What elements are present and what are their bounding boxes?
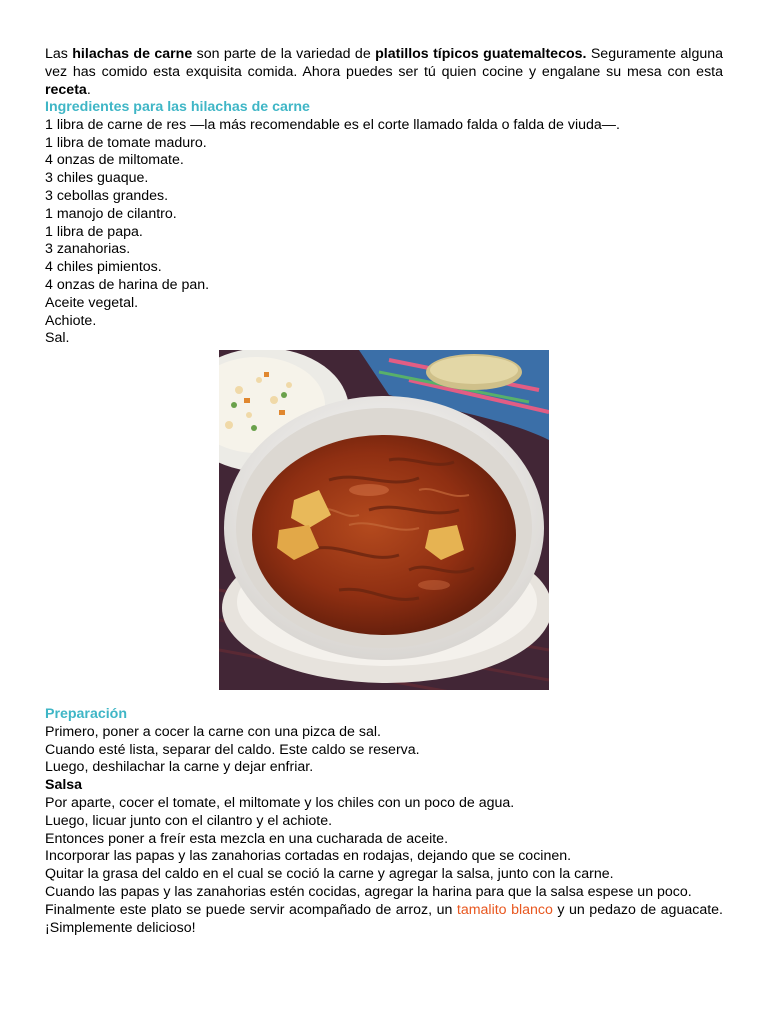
final-text-2: y un pedazo de aguacate. ¡Simplemente delicioso! — [45, 901, 723, 936]
intro-bold-platillos: platillos típicos guatemaltecos. — [375, 46, 587, 62]
ingredient-item: 1 manojo de cilantro. — [45, 205, 177, 222]
intro-text-1: Las — [45, 46, 73, 62]
intro-text-2: son parte de la variedad de — [192, 46, 376, 62]
ingredient-item: 3 zanahorias. — [45, 241, 131, 258]
final-paragraph — [45, 902, 723, 938]
preparation-heading: Preparación — [45, 706, 128, 722]
salsa-step: Quitar la grasa del caldo en el cual se coció la carne y agregar la salsa, junto con la carne. — [45, 866, 614, 883]
ingredient-item: 3 chiles guaque. — [45, 170, 149, 187]
ingredients-heading: Ingredientes para las hilachas de carne — [45, 99, 310, 115]
salsa-step: Por aparte, cocer el tomate, el miltomate y los chiles con un poco de agua. — [45, 794, 515, 811]
ingredient-item: 3 cebollas grandes. — [45, 187, 169, 204]
ingredient-item: 1 libra de papa. — [45, 223, 143, 240]
preparation-step: Cuando esté lista, separar del caldo. Este caldo se reserva. — [45, 741, 420, 758]
ingredient-item: 1 libra de tomate maduro. — [45, 134, 207, 151]
preparation-section — [45, 706, 723, 937]
salsa-step: Entonces poner a freír esta mezcla en una cucharada de aceite. — [45, 830, 449, 847]
ingredient-item: 4 onzas de harina de pan. — [45, 276, 210, 293]
intro-paragraph — [45, 46, 723, 99]
intro-text-4: . — [86, 81, 91, 98]
salsa-heading: Salsa — [45, 777, 83, 794]
preparation-step: Luego, deshilachar la carne y dejar enfriar. — [45, 759, 314, 776]
ingredient-item: 4 chiles pimientos. — [45, 259, 162, 276]
final-text-1: Finalmente este plato se puede servir acompañado de arroz, un — [45, 901, 457, 918]
preparation-step: Primero, poner a cocer la carne con una pizca de sal. — [45, 723, 381, 740]
ingredient-item: Aceite vegetal. — [45, 294, 139, 311]
ingredients-section — [45, 99, 723, 348]
intro-text-3: Seguramente alguna vez has comido esta exquisita comida. Ahora puedes ser tú quien cocine y engalane su mesa con esta — [45, 46, 724, 80]
ingredient-item: 4 onzas de miltomate. — [45, 152, 184, 169]
salsa-step: Luego, licuar junto con el cilantro y el achiote. — [45, 812, 333, 829]
ingredient-item: 1 libra de carne de res —la más recomendable es el corte llamado falda o falda de viuda—. — [45, 116, 620, 133]
dish-photo — [219, 350, 549, 690]
salsa-step: Incorporar las papas y las zanahorias cortadas en rodajas, dejando que se cocinen. — [45, 848, 572, 865]
salsa-step-6: Cuando las papas y las zanahorias estén cocidas, agregar la harina para que la salsa espese un poco. — [45, 883, 692, 900]
intro-bold-hilachas: hilachas de carne — [72, 46, 193, 62]
intro-bold-receta: receta — [45, 81, 87, 98]
tamalito-blanco-link[interactable]: tamalito blanco — [456, 901, 553, 918]
ingredient-item: Achiote. — [45, 312, 97, 329]
ingredient-item: Sal. — [45, 330, 70, 347]
